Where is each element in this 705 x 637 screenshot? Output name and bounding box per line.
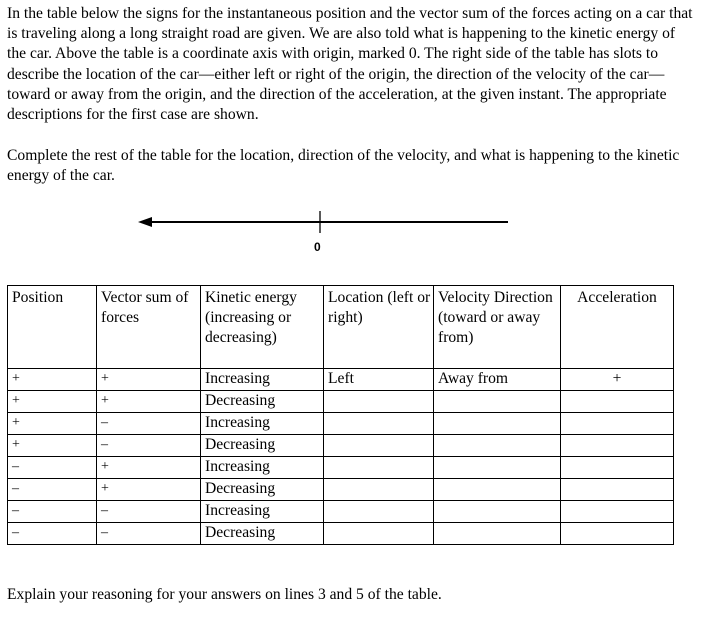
- motion-table: [7, 285, 674, 545]
- acceleration-cell[interactable]: [561, 413, 674, 435]
- axis-arrowhead-left: [138, 217, 152, 227]
- reasoning-prompt: Explain your reasoning for your answers on lines 3 and 5 of the table.: [7, 586, 442, 603]
- location-cell[interactable]: [324, 391, 434, 413]
- kinetic-energy-cell: Increasing: [201, 457, 324, 479]
- acceleration-cell[interactable]: [561, 435, 674, 457]
- acceleration-cell[interactable]: +: [561, 369, 674, 391]
- kinetic-energy-cell: Decreasing: [201, 479, 324, 501]
- table-row: [8, 435, 674, 457]
- force-cell: –: [97, 413, 201, 435]
- table-row: [8, 369, 674, 391]
- location-cell[interactable]: [324, 501, 434, 523]
- force-cell: +: [97, 479, 201, 501]
- position-cell: –: [8, 457, 97, 479]
- acceleration-cell[interactable]: [561, 391, 674, 413]
- position-cell: +: [8, 435, 97, 457]
- force-cell: +: [97, 457, 201, 479]
- position-cell: +: [8, 369, 97, 391]
- position-cell: –: [8, 479, 97, 501]
- location-cell[interactable]: [324, 457, 434, 479]
- table-row: [8, 501, 674, 523]
- location-cell[interactable]: [324, 479, 434, 501]
- position-cell: +: [8, 413, 97, 435]
- force-cell: –: [97, 523, 201, 545]
- acceleration-cell[interactable]: [561, 501, 674, 523]
- coordinate-axis: [138, 206, 508, 238]
- velocity-direction-cell[interactable]: Away from: [434, 369, 561, 391]
- velocity-direction-cell[interactable]: [434, 413, 561, 435]
- header-location: Location (left or right): [324, 286, 434, 369]
- table-row: [8, 391, 674, 413]
- table-header-row: [8, 286, 674, 369]
- header-position: Position: [8, 286, 97, 369]
- axis-origin-label: 0: [314, 240, 321, 254]
- location-cell[interactable]: [324, 523, 434, 545]
- force-cell: +: [97, 391, 201, 413]
- kinetic-energy-cell: Decreasing: [201, 523, 324, 545]
- header-vector-sum: Vector sum of forces: [97, 286, 201, 369]
- kinetic-energy-cell: Increasing: [201, 369, 324, 391]
- acceleration-cell[interactable]: [561, 479, 674, 501]
- velocity-direction-cell[interactable]: [434, 501, 561, 523]
- acceleration-cell[interactable]: [561, 457, 674, 479]
- kinetic-energy-cell: Increasing: [201, 501, 324, 523]
- force-cell: +: [97, 369, 201, 391]
- velocity-direction-cell[interactable]: [434, 391, 561, 413]
- table-row: [8, 479, 674, 501]
- velocity-direction-cell[interactable]: [434, 479, 561, 501]
- velocity-direction-cell[interactable]: [434, 457, 561, 479]
- force-cell: –: [97, 501, 201, 523]
- header-acceleration: Acceleration: [561, 286, 674, 369]
- table-row: [8, 523, 674, 545]
- force-cell: –: [97, 435, 201, 457]
- location-cell[interactable]: Left: [324, 369, 434, 391]
- kinetic-energy-cell: Decreasing: [201, 435, 324, 457]
- instruction-paragraph: Complete the rest of the table for the location, direction of the velocity, and what is happening to the kinetic energy of the car.: [7, 147, 680, 185]
- location-cell[interactable]: [324, 413, 434, 435]
- position-cell: +: [8, 391, 97, 413]
- table-row: [8, 413, 674, 435]
- intro-paragraph: In the table below the signs for the instantaneous position and the vector sum of the forces acting on a car that is traveling along a long straight road are given. We are also told what is happening to the kinetic energy of the car. Above the table is a coordinate axis with origin, marked 0. The right side of the table has slots to describe the location of the car—either left or right of the origin, the direction of the velocity of the car—toward or away from the origin, and the direction of the acceleration, at the given instant. The appropriate descriptions for the first case are shown.: [7, 5, 693, 124]
- position-cell: –: [8, 501, 97, 523]
- location-cell[interactable]: [324, 435, 434, 457]
- acceleration-cell[interactable]: [561, 523, 674, 545]
- table-row: [8, 457, 674, 479]
- kinetic-energy-cell: Increasing: [201, 413, 324, 435]
- header-kinetic-energy: Kinetic energy (increasing or decreasing): [201, 286, 324, 369]
- position-cell: –: [8, 523, 97, 545]
- header-velocity-direction: Velocity Direction (toward or away from): [434, 286, 561, 369]
- velocity-direction-cell[interactable]: [434, 435, 561, 457]
- kinetic-energy-cell: Decreasing: [201, 391, 324, 413]
- velocity-direction-cell[interactable]: [434, 523, 561, 545]
